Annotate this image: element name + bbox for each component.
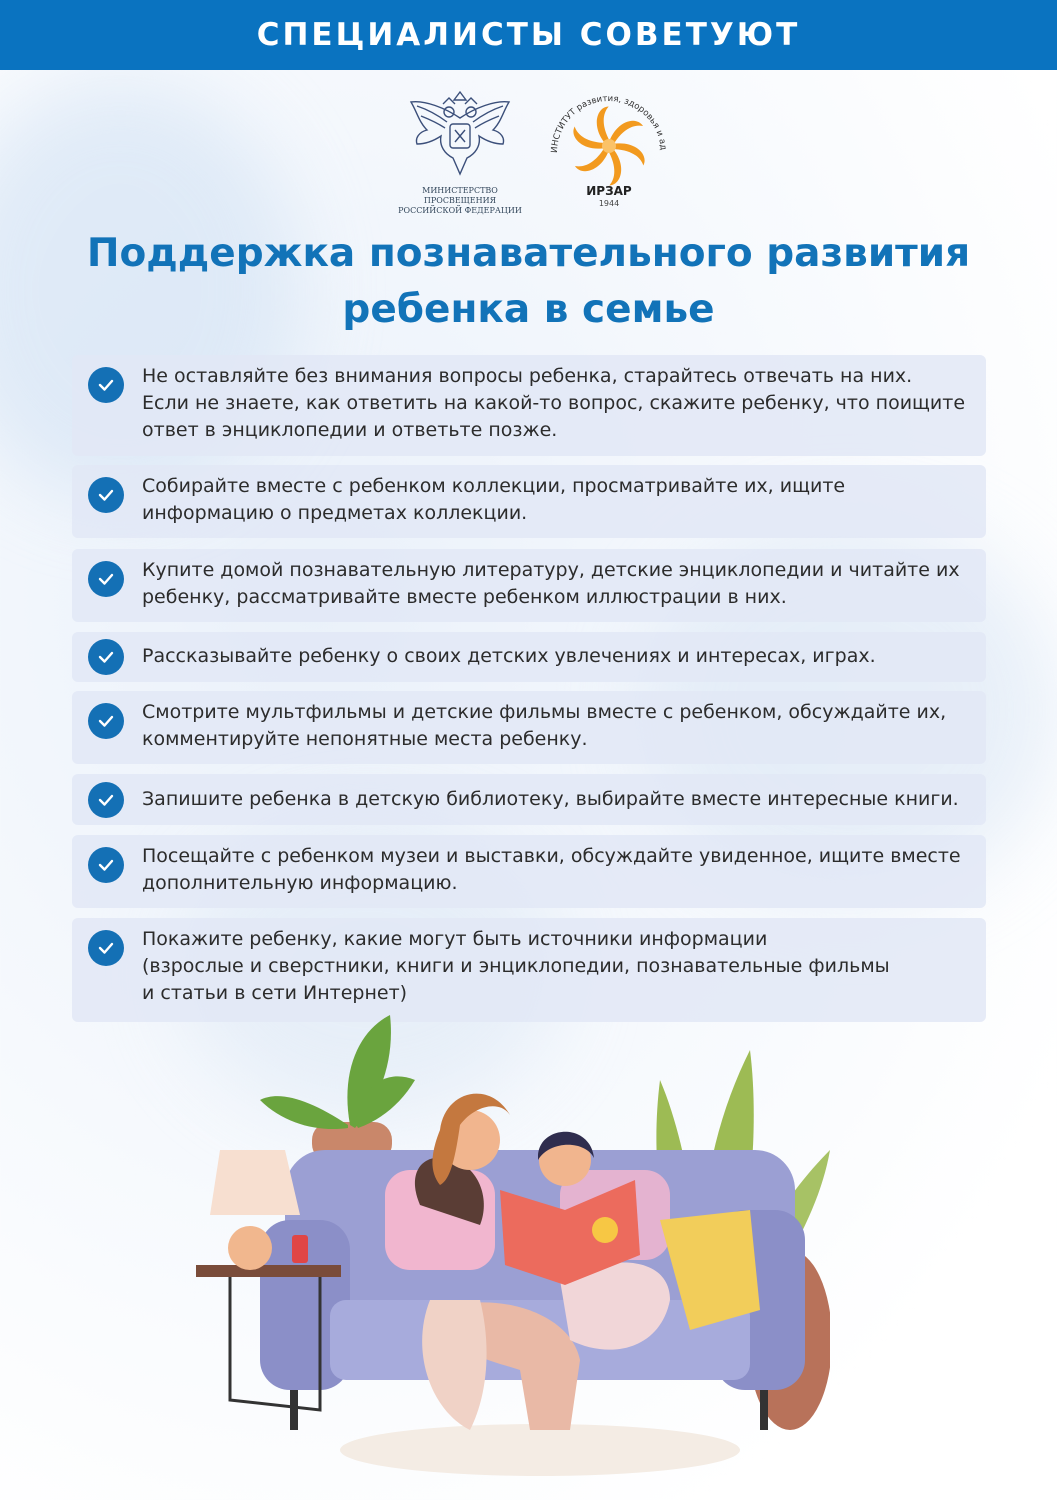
header-label: СПЕЦИАЛИСТЫ СОВЕТУЮТ	[256, 17, 801, 53]
tip-text: Смотрите мультфильмы и детские фильмы вместе с ребенком, обсуждайте их, комментируйте непонятные места ребенку.	[142, 701, 947, 750]
irzar-ring-text: ИНСТИТУТ развития, здоровья и ад	[549, 93, 668, 154]
tip-text: Покажите ребенку, какие могут быть источники информации (взрослые и сверстники, книги и энциклопедии, познавательные фильмы и статьи в сети Интернет)	[142, 928, 890, 1004]
checkmark-icon	[88, 639, 124, 675]
checkmark-icon	[88, 782, 124, 818]
tip-text: Запишите ребенка в детскую библиотеку, выбирайте вместе интересные книги.	[142, 788, 959, 810]
tip-card	[72, 835, 986, 908]
tip-text: Купите домой познавательную литературу, детские энциклопедии и читайте их ребенку, рассматривайте вместе ребенком иллюстрации в них.	[142, 559, 960, 608]
orange-swirl-flower-icon	[548, 92, 670, 214]
ministry-logo	[390, 88, 530, 213]
tip-card	[72, 691, 986, 764]
checkmark-icon	[88, 367, 124, 403]
tip-card	[72, 465, 986, 538]
checkmark-icon	[88, 477, 124, 513]
tip-text: Рассказывайте ребенку о своих детских увлечениях и интересах, играх.	[142, 645, 876, 667]
double-headed-eagle-emblem-icon	[405, 88, 515, 180]
mother-reading-to-child-on-sofa-icon	[190, 1010, 830, 1480]
tip-card	[72, 918, 986, 1022]
checkmark-icon	[88, 703, 124, 739]
title-line: ребенка в семье	[342, 287, 715, 332]
tip-card	[72, 549, 986, 622]
tip-text: Собирайте вместе с ребенком коллекции, просматривайте их, ищите информацию о предметах коллекции.	[142, 475, 846, 524]
checkmark-icon	[88, 561, 124, 597]
checkmark-icon	[88, 847, 124, 883]
irzar-name: ИРЗАР	[586, 184, 632, 198]
tip-card	[72, 632, 986, 682]
title-line: Поддержка познавательного развития	[86, 231, 971, 276]
irzar-logo	[548, 92, 670, 214]
illustration	[190, 1010, 830, 1480]
tip-text: Не оставляйте без внимания вопросы ребенка, старайтесь отвечать на них. Если не знаете, как ответить на какой-то вопрос, скажите ребенку, что поищите ответ в энциклопедии и ответьте позже.	[142, 365, 966, 441]
page-header	[0, 0, 1057, 70]
page-title	[40, 226, 1017, 338]
tip-card	[72, 774, 986, 825]
tip-text: Посещайте с ребенком музеи и выставки, обсуждайте увиденное, ищите вместе дополнительную информацию.	[142, 845, 961, 894]
irzar-year: 1944	[598, 199, 620, 208]
tip-card	[72, 355, 986, 456]
ministry-caption: МИНИСТЕРСТВО ПРОСВЕЩЕНИЯ РОССИЙСКОЙ ФЕДЕРАЦИИ	[398, 186, 522, 215]
checkmark-icon	[88, 930, 124, 966]
